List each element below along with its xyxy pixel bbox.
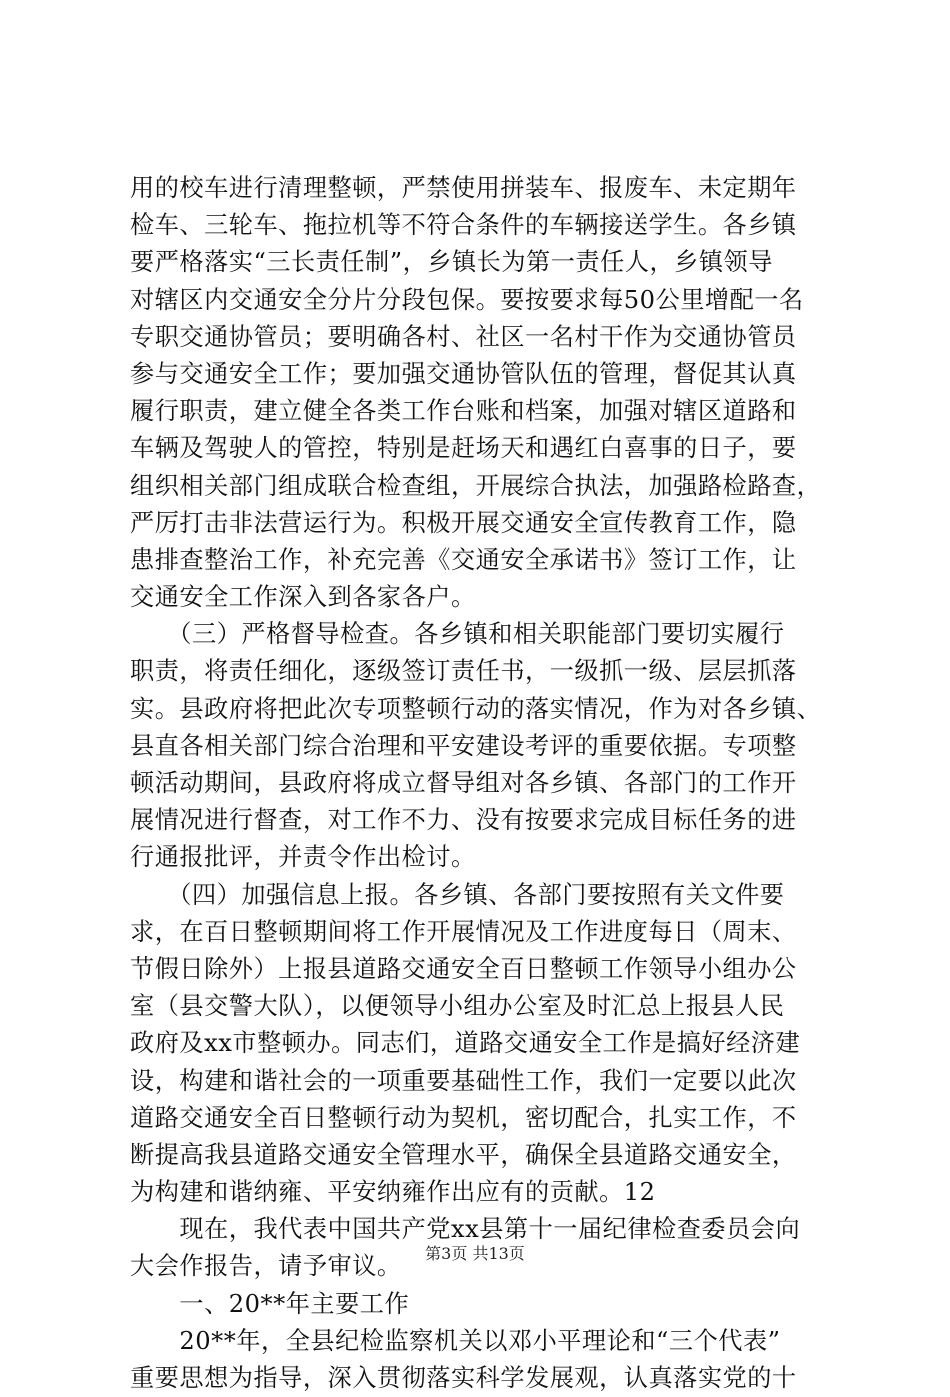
text-line: 专职交通协管员；要明确各村、社区一名村干作为交通协管员 <box>130 322 797 351</box>
text-line: 行通报批评，并责令作出检讨。 <box>130 843 476 872</box>
text-line: 设，构建和谐社会的一项重要基础性工作，我们一定要以此次 <box>130 1066 797 1095</box>
text-line: 对辖区内交通安全分片分段包保。要按要求每50公里增配一名 <box>130 285 804 314</box>
text-line: 职责，将责任细化，逐级签订责任书，一级抓一级、层层抓落 <box>130 657 797 686</box>
text-line: 组织相关部门组成联合检查组，开展综合执法，加强路检路查， <box>130 471 822 500</box>
text-line: 履行职责，建立健全各类工作台账和档案，加强对辖区道路和 <box>130 397 797 426</box>
text-line: （三）严格督导检查。各乡镇和相关职能部门要切实履行 <box>130 620 785 649</box>
text-line: 现在，我代表中国共产党xx县第十一届纪律检查委员会向 <box>130 1215 801 1244</box>
text-line: 重要思想为指导，深入贯彻落实科学发展观，认真落实党的十 <box>130 1364 797 1392</box>
text-line: 顿活动期间，县政府将成立督导组对各乡镇、各部门的工作开 <box>130 769 797 797</box>
text-line: （四）加强信息上报。各乡镇、各部门要按照有关文件要 <box>130 880 785 909</box>
text-line: 严厉打击非法营运行为。积极开展交通安全宣传教育工作，隐 <box>130 508 797 537</box>
text-line: 用的校车进行清理整顿，严禁使用拼装车、报废车、未定期年 <box>130 174 797 202</box>
text-line: 参与交通安全工作；要加强交通协管队伍的管理，督促其认真 <box>130 359 797 388</box>
page-number-footer: 第3页 共13页 <box>425 1244 525 1263</box>
text-line: 交通安全工作深入到各家各户。 <box>130 583 476 612</box>
text-line: 大会作报告，请予审议。 <box>130 1252 402 1281</box>
document-body <box>130 170 830 1397</box>
section-heading: 一、20**年主要工作 <box>130 1289 410 1318</box>
text-line: 患排查整治工作，补充完善《交通安全承诺书》签订工作，让 <box>130 545 797 574</box>
text-line: 县直各相关部门综合治理和平安建设考评的重要依据。专项整 <box>130 731 797 760</box>
text-line: 要严格落实“三长责任制”，乡镇长为第一责任人，乡镇领导 <box>130 248 773 277</box>
text-line: 实。县政府将把此次专项整顿行动的落实情况，作为对各乡镇、 <box>130 694 822 723</box>
text-line: 求，在百日整顿期间将工作开展情况及工作进度每日（周末、 <box>130 917 797 946</box>
text-line: 道路交通安全百日整顿行动为契机，密切配合，扎实工作，不 <box>130 1103 797 1132</box>
text-line: 断提高我县道路交通安全管理水平，确保全县道路交通安全， <box>130 1140 797 1169</box>
text-line: 节假日除外）上报县道路交通安全百日整顿工作领导小组办公 <box>130 954 797 983</box>
text-line: 室（县交警大队），以便领导小组办公室及时汇总上报县人民 <box>130 992 785 1021</box>
text-line: 展情况进行督查，对工作不力、没有按要求完成目标任务的进 <box>130 806 797 835</box>
text-line: 车辆及驾驶人的管控，特别是赶场天和遇红白喜事的日子，要 <box>130 434 797 463</box>
text-line: 为构建和谐纳雍、平安纳雍作出应有的贡献。12 <box>130 1178 656 1207</box>
text-line: 20**年，全县纪检监察机关以邓小平理论和“三个代表” <box>130 1326 781 1355</box>
text-line: 检车、三轮车、拖拉机等不符合条件的车辆接送学生。各乡镇 <box>130 211 797 240</box>
text-line: 政府及xx市整顿办。同志们，道路交通安全工作是搞好经济建 <box>130 1029 801 1058</box>
